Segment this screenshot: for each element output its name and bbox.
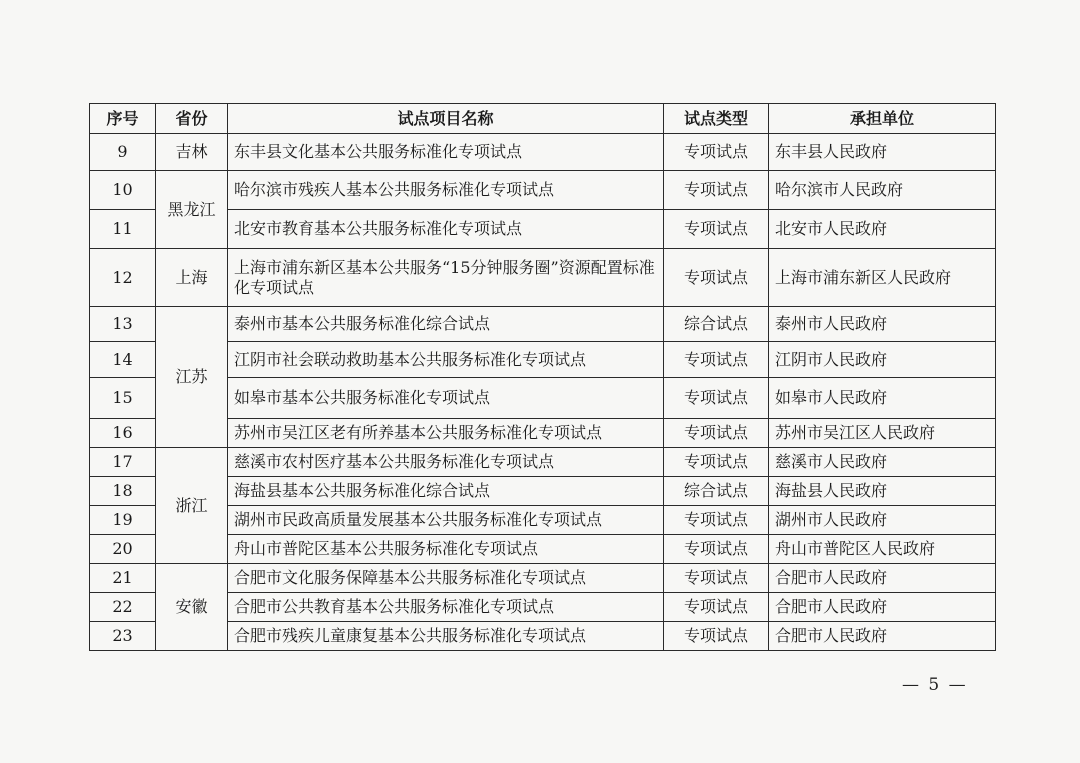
pilot-type: 综合试点 bbox=[664, 477, 769, 506]
table-row bbox=[90, 134, 996, 171]
responsible-org: 江阴市人民政府 bbox=[769, 342, 996, 378]
responsible-org: 合肥市人民政府 bbox=[769, 564, 996, 593]
header-type: 试点类型 bbox=[664, 104, 769, 134]
pilot-type: 专项试点 bbox=[664, 249, 769, 307]
table-header-row bbox=[90, 104, 996, 134]
row-num: 21 bbox=[90, 564, 156, 593]
table-row bbox=[90, 171, 996, 210]
table-row bbox=[90, 249, 996, 307]
pilot-type: 专项试点 bbox=[664, 535, 769, 564]
pilot-type: 专项试点 bbox=[664, 210, 769, 249]
page-number: — 5 — bbox=[902, 675, 968, 695]
table-row bbox=[90, 448, 996, 477]
project-name: 如皋市基本公共服务标准化专项试点 bbox=[228, 378, 664, 419]
header-name: 试点项目名称 bbox=[228, 104, 664, 134]
row-num: 9 bbox=[90, 134, 156, 171]
responsible-org: 如皋市人民政府 bbox=[769, 378, 996, 419]
row-num: 22 bbox=[90, 593, 156, 622]
pilot-type: 专项试点 bbox=[664, 342, 769, 378]
project-name: 江阴市社会联动救助基本公共服务标准化专项试点 bbox=[228, 342, 664, 378]
project-name: 泰州市基本公共服务标准化综合试点 bbox=[228, 307, 664, 342]
responsible-org: 北安市人民政府 bbox=[769, 210, 996, 249]
responsible-org: 海盐县人民政府 bbox=[769, 477, 996, 506]
row-num: 23 bbox=[90, 622, 156, 651]
pilot-type: 专项试点 bbox=[664, 171, 769, 210]
row-num: 11 bbox=[90, 210, 156, 249]
province-cell: 黑龙江 bbox=[156, 171, 228, 249]
row-num: 17 bbox=[90, 448, 156, 477]
responsible-org: 合肥市人民政府 bbox=[769, 593, 996, 622]
pilot-projects-table bbox=[89, 103, 996, 651]
project-name: 哈尔滨市残疾人基本公共服务标准化专项试点 bbox=[228, 171, 664, 210]
table-row bbox=[90, 307, 996, 342]
pilot-type: 专项试点 bbox=[664, 134, 769, 171]
project-name: 海盐县基本公共服务标准化综合试点 bbox=[228, 477, 664, 506]
project-name: 慈溪市农村医疗基本公共服务标准化专项试点 bbox=[228, 448, 664, 477]
project-name: 舟山市普陀区基本公共服务标准化专项试点 bbox=[228, 535, 664, 564]
project-name: 苏州市吴江区老有所养基本公共服务标准化专项试点 bbox=[228, 419, 664, 448]
province-cell: 吉林 bbox=[156, 134, 228, 171]
responsible-org: 上海市浦东新区人民政府 bbox=[769, 249, 996, 307]
row-num: 19 bbox=[90, 506, 156, 535]
header-province: 省份 bbox=[156, 104, 228, 134]
project-name: 合肥市文化服务保障基本公共服务标准化专项试点 bbox=[228, 564, 664, 593]
row-num: 10 bbox=[90, 171, 156, 210]
pilot-type: 专项试点 bbox=[664, 506, 769, 535]
province-cell: 安徽 bbox=[156, 564, 228, 651]
project-name: 合肥市公共教育基本公共服务标准化专项试点 bbox=[228, 593, 664, 622]
project-name: 湖州市民政高质量发展基本公共服务标准化专项试点 bbox=[228, 506, 664, 535]
project-name: 上海市浦东新区基本公共服务“15分钟服务圈”资源配置标准化专项试点 bbox=[228, 249, 664, 307]
row-num: 14 bbox=[90, 342, 156, 378]
table-row bbox=[90, 564, 996, 593]
header-org: 承担单位 bbox=[769, 104, 996, 134]
pilot-type: 专项试点 bbox=[664, 622, 769, 651]
project-name: 合肥市残疾儿童康复基本公共服务标准化专项试点 bbox=[228, 622, 664, 651]
responsible-org: 东丰县人民政府 bbox=[769, 134, 996, 171]
responsible-org: 苏州市吴江区人民政府 bbox=[769, 419, 996, 448]
pilot-type: 专项试点 bbox=[664, 419, 769, 448]
responsible-org: 合肥市人民政府 bbox=[769, 622, 996, 651]
header-num: 序号 bbox=[90, 104, 156, 134]
row-num: 15 bbox=[90, 378, 156, 419]
project-name: 北安市教育基本公共服务标准化专项试点 bbox=[228, 210, 664, 249]
row-num: 13 bbox=[90, 307, 156, 342]
pilot-type: 专项试点 bbox=[664, 448, 769, 477]
row-num: 12 bbox=[90, 249, 156, 307]
responsible-org: 哈尔滨市人民政府 bbox=[769, 171, 996, 210]
responsible-org: 泰州市人民政府 bbox=[769, 307, 996, 342]
pilot-type: 专项试点 bbox=[664, 593, 769, 622]
pilot-type: 专项试点 bbox=[664, 564, 769, 593]
project-name: 东丰县文化基本公共服务标准化专项试点 bbox=[228, 134, 664, 171]
row-num: 16 bbox=[90, 419, 156, 448]
responsible-org: 湖州市人民政府 bbox=[769, 506, 996, 535]
pilot-type: 综合试点 bbox=[664, 307, 769, 342]
province-cell: 上海 bbox=[156, 249, 228, 307]
responsible-org: 舟山市普陀区人民政府 bbox=[769, 535, 996, 564]
province-cell: 浙江 bbox=[156, 448, 228, 564]
province-cell: 江苏 bbox=[156, 307, 228, 448]
pilot-type: 专项试点 bbox=[664, 378, 769, 419]
responsible-org: 慈溪市人民政府 bbox=[769, 448, 996, 477]
row-num: 20 bbox=[90, 535, 156, 564]
row-num: 18 bbox=[90, 477, 156, 506]
